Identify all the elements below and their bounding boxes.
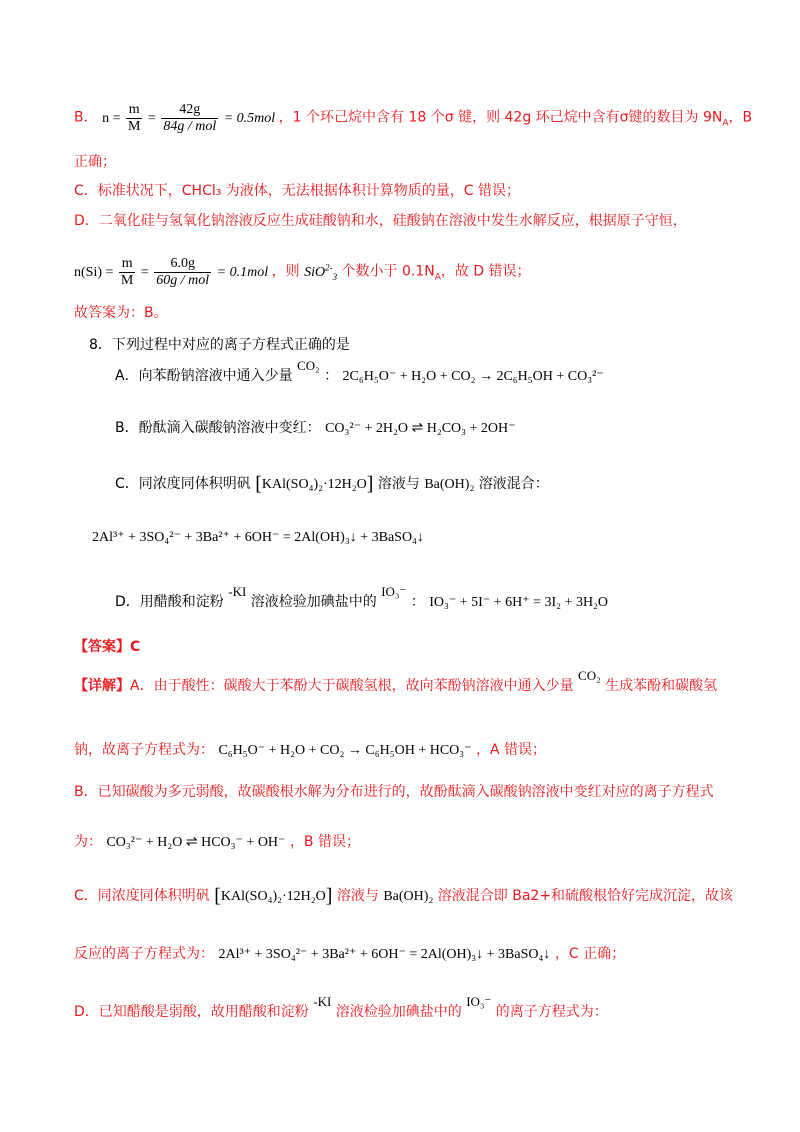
detail-a-equation: C₆H₅O⁻ + H₂O + CO₂ → C₆H₅OH + HCO₃⁻ <box>218 743 472 758</box>
explanation-b-line: B． n = $\frac{m}{M}$ = $\frac{42g}{\text{84g / mol}}$ = 0.5mol ，1 个环己烷中含有 18 个σ 键，则 42g 环己烷中含有σ键的数目为 $9N_A$，B <box>74 102 753 134</box>
question-8-option-d: D．用醋酸和淀粉 -KI 溶液检验加碘盐中的 IO₃⁻ ： IO₃⁻ + 5I⁻ + 6H⁺ = 3I₂ + 3H₂O <box>115 584 609 610</box>
ki-formula-detail: -KI <box>313 994 332 1009</box>
option-a-equation: 2C₆H₅O⁻ + H₂O + CO₂ → 2C₆H₅OH + CO₃²⁻ <box>342 369 604 384</box>
option-b-text: ，1 个环己烷中含有 18 个σ 键，则 42g 环己烷中含有σ键的数目为 9N <box>278 109 723 126</box>
previous-answer: 故答案为：B。 <box>74 305 168 321</box>
answer-label: 【答案】C <box>74 639 141 655</box>
detail-c-line1: C．同浓度同体积明矾 [KAl(SO₄)₂·12H₂O] 溶液与 Ba(OH)₂ 溶液混合即 Ba2+和硫酸根恰好完成沉淀，故该 <box>74 885 734 907</box>
detail-c-line2: 反应的离子方程式为： 2Al³⁺ + 3SO₄²⁻ + 3Ba²⁺ + 6OH⁻ = 2Al(OH)₃↓ + 3BaSO₄↓ ，C 正确； <box>74 946 626 962</box>
iodate-formula-detail: IO₃⁻ <box>466 994 492 1009</box>
option-d-equation: IO₃⁻ + 5I⁻ + 6H⁺ = 3I₂ + 3H₂O <box>429 595 609 610</box>
baoh2-formula: Ba(OH)₂ <box>424 477 475 492</box>
formula-n-si: n(Si) = $\frac{m}{M}$ = $\frac{6.0g}{\text{60g / mol}}$ = 0.1mol <box>74 256 269 288</box>
formula-n: n = $\frac{m}{M}$ = $\frac{42g}{\text{84g / mol}}$ = 0.5mol <box>102 102 276 134</box>
explanation-d-formula-line: n(Si) = $\frac{m}{M}$ = $\frac{6.0g}{\text{60g / mol}}$ = 0.1mol ，则 SiO$^{2-}_3$ 个数小于 $0.1N_A$，故 D 错误； <box>74 256 531 288</box>
detail-a-line2: 钠，故离子方程式为： C₆H₅O⁻ + H₂O + CO₂ → C₆H₅OH + HCO₃⁻ ，A 错误； <box>74 742 547 758</box>
iodate-formula: IO₃⁻ <box>381 584 407 599</box>
detail-d-line1: D．已知醋酸是弱酸，故用醋酸和淀粉 -KI 溶液检验加碘盐中的 IO₃⁻ 的离子方程式为： <box>74 994 608 1020</box>
detail-b-line2: 为： CO₃²⁻ + H₂O ⇌ HCO₃⁻ + OH⁻ ，B 错误； <box>74 834 360 850</box>
fraction-m-over-M-2: $\frac{m}{M}$ <box>120 256 134 288</box>
fraction-m-over-M: $\frac{m}{M}$ <box>127 102 141 134</box>
baoh2-formula-detail: Ba(OH)₂ <box>383 889 434 904</box>
explanation-d-line: D．二氧化硅与氢氧化钠溶液反应生成硅酸钠和水，硅酸钠在溶液中发生水解反应，根据原子守恒， <box>74 213 687 229</box>
fraction-6g: $\frac{6.0g}{\text{60g / mol}}$ <box>156 256 210 288</box>
question-8-option-a: A．向苯酚钠溶液中通入少量 CO₂ ： 2C₆H₅O⁻ + H₂O + CO₂ → 2C₆H₅OH + CO₃²⁻ <box>115 358 604 384</box>
explanation-c-line: C．标准状况下，CHCl₃ 为液体，无法根据体积计算物质的量，C 错误； <box>74 183 521 199</box>
alum-formula-detail: [KAl(SO₄)₂·12H₂O] <box>214 885 333 907</box>
n-eq: n = <box>102 110 121 126</box>
silicate-ion: SiO$^{2-}_3$ <box>304 262 338 282</box>
co2-formula-detail: CO₂ <box>578 668 601 683</box>
question-8-option-c-equation: 2Al³⁺ + 3SO₄²⁻ + 3Ba²⁺ + 6OH⁻ = 2Al(OH)₃↓ + 3BaSO₄↓ <box>92 530 424 545</box>
detail-b-equation: CO₃²⁻ + H₂O ⇌ HCO₃⁻ + OH⁻ <box>106 835 286 850</box>
option-b-prefix: B． <box>74 109 98 126</box>
ki-formula: -KI <box>228 584 247 599</box>
alum-formula: [KAl(SO₄)₂·12H₂O] <box>255 473 374 495</box>
explanation-b-line2: 正确； <box>74 154 116 170</box>
fraction-42g: $\frac{42g}{\text{84g / mol}}$ <box>163 102 217 134</box>
question-8-option-c: C．同浓度同体积明矾 [KAl(SO₄)₂·12H₂O] 溶液与 Ba(OH)₂ 溶液混合： <box>115 473 549 495</box>
detail-b-line1: B．已知碳酸为多元弱酸，故碳酸根水解为分布进行的，故酚酞滴入碳酸钠溶液中变红对应的离子方程式 <box>74 784 714 800</box>
detail-a-line1: 【详解】A．由于酸性：碳酸大于苯酚大于碳酸氢根，故向苯酚钠溶液中通入少量 CO₂ 生成苯酚和碳酸氢 <box>74 668 718 694</box>
question-8-title: 8．下列过程中对应的离子方程式正确的是 <box>89 337 350 353</box>
detail-label: 【详解】 <box>74 678 130 694</box>
co2-formula: CO₂ <box>297 358 320 373</box>
question-8-option-b: B．酚酞滴入碳酸钠溶液中变红： CO₃²⁻ + 2H₂O ⇌ H₂CO₃ + 2OH⁻ <box>115 420 516 436</box>
option-b-equation: CO₃²⁻ + 2H₂O ⇌ H₂CO₃ + 2OH⁻ <box>325 421 516 436</box>
detail-c-equation: 2Al³⁺ + 3SO₄²⁻ + 3Ba²⁺ + 6OH⁻ = 2Al(OH)₃↓ + 3BaSO₄↓ <box>218 947 551 962</box>
